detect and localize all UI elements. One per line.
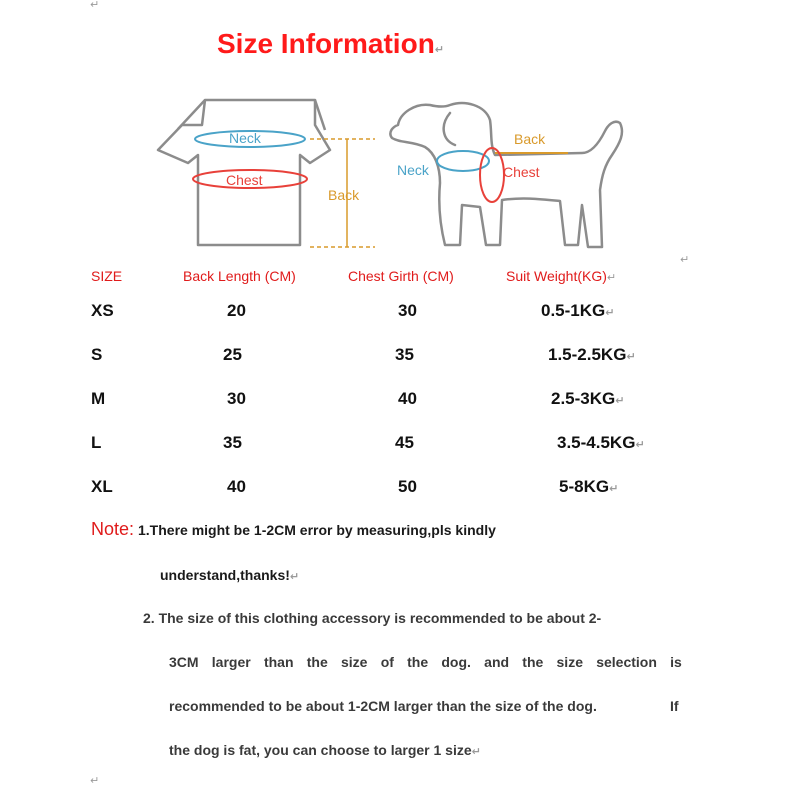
page-title: Size Information↵ [217, 28, 445, 59]
table-header-size: SIZE [91, 268, 123, 284]
table-cell-back: 30 [227, 389, 246, 408]
dog-neck-label: Neck [397, 162, 429, 178]
table-cell-chest: 40 [398, 389, 417, 408]
note-item-2-line-3-tail: If [670, 698, 679, 714]
table-cell-back: 20 [227, 301, 246, 320]
note-item-2-line-2: 3CM larger than the size of the dog. and the size selection is [169, 654, 682, 670]
note-item-2-line-3: recommended to be about 1-2CM larger than the size of the dog. [169, 698, 597, 714]
table-cell-size: M [91, 389, 106, 408]
return-mark: ↵ [680, 253, 690, 266]
shirt-chest-label: Chest [226, 172, 263, 188]
table-header-back-length: Back Length (CM) [183, 268, 296, 284]
table-cell-chest: 30 [398, 301, 417, 320]
table-cell-weight: 5-8KG↵ [559, 477, 619, 496]
table-header-suit-weight: Suit Weight(KG)↵ [506, 268, 617, 284]
table-cell-back: 35 [223, 433, 242, 452]
note-label: Note: [91, 519, 135, 539]
table-cell-size: XL [91, 477, 113, 496]
dog-chest-measure [480, 148, 504, 202]
table-cell-weight: 0.5-1KG↵ [541, 301, 615, 320]
note-item-2-line-4: the dog is fat, you can choose to larger 1 size↵ [169, 742, 481, 758]
table-cell-weight: 1.5-2.5KG↵ [548, 345, 636, 364]
table-cell-weight: 2.5-3KG↵ [551, 389, 625, 408]
table-cell-weight: 3.5-4.5KG↵ [557, 433, 645, 452]
note-item-2-line-1: 2. The size of this clothing accessory is recommended to be about 2- [143, 610, 602, 626]
table-cell-back: 25 [223, 345, 242, 364]
return-mark: ↵ [90, 774, 100, 787]
return-mark: ↵ [90, 0, 100, 11]
table-cell-size: L [91, 433, 102, 452]
dog-chest-label: Chest [503, 164, 540, 180]
table-cell-chest: 35 [395, 345, 414, 364]
table-cell-back: 40 [227, 477, 246, 496]
table-header-chest-girth: Chest Girth (CM) [348, 268, 454, 284]
table-cell-chest: 45 [395, 433, 414, 452]
shirt-back-label: Back [328, 187, 360, 203]
note-item-1-line-1: 1.There might be 1-2CM error by measuring,pls kindly [138, 522, 496, 538]
table-cell-chest: 50 [398, 477, 417, 496]
table-cell-size: S [91, 345, 103, 364]
shirt-neck-label: Neck [229, 130, 261, 146]
dog-back-label: Back [514, 131, 546, 147]
note-item-1-line-2: understand,thanks!↵ [160, 567, 300, 583]
table-cell-size: XS [91, 301, 114, 320]
